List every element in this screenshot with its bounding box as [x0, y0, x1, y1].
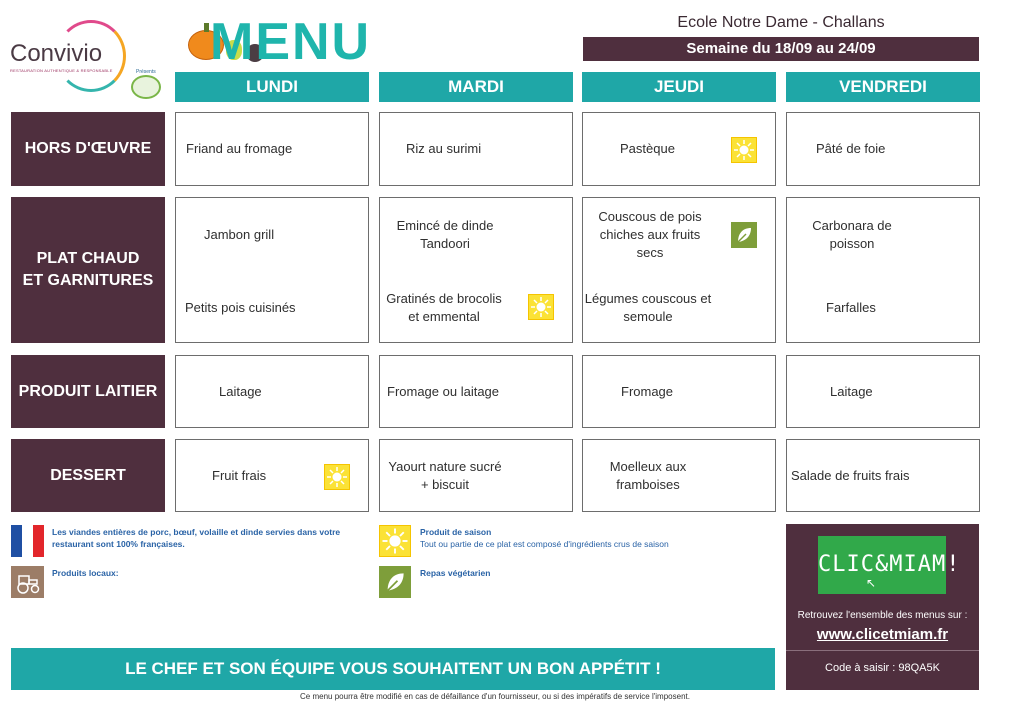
side-text: Petits pois cuisinés	[185, 300, 296, 315]
cell-jeudi-dessert	[582, 439, 776, 512]
clic-url-link[interactable]: www.clicetmiam.fr	[816, 626, 949, 643]
day-header-vendredi: VENDREDI	[786, 72, 980, 102]
sun-icon	[528, 294, 554, 320]
row-header-dessert: DESSERT	[11, 439, 165, 512]
sun-icon	[731, 137, 757, 163]
cell-jeudi-laitier	[582, 355, 776, 428]
sun-icon	[324, 464, 350, 490]
dish-text: Moelleux aux framboises	[609, 459, 687, 492]
cell-lundi-laitier	[175, 355, 369, 428]
footnote: Ce menu pourra être modifié en cas de défaillance d'un fournisseur, ou si des impératifs de service l'imposent.	[300, 692, 690, 701]
legend-repas-vegetarien: Repas végétarien	[420, 568, 491, 578]
dish-text: Salade de fruits frais	[791, 468, 910, 483]
cell-vendredi-laitier	[786, 355, 980, 428]
cell-mardi-laitier	[379, 355, 573, 428]
dish-text: Laitage	[830, 384, 873, 399]
cell-lundi-hors	[175, 112, 369, 186]
leaf-icon	[731, 222, 757, 248]
cell-vendredi-plat	[786, 197, 980, 343]
row-header-plat-chaud: PLAT CHAUD ET GARNITURES	[11, 197, 165, 343]
dish-text: Jambon grill	[204, 227, 275, 242]
tractor-icon	[11, 566, 44, 598]
cell-mardi-dessert	[379, 439, 573, 512]
dish-text: Pastèque	[620, 141, 675, 156]
menu-title: MENU	[210, 13, 372, 71]
row-header-hors-doeuvre: HORS D'ŒUVRE	[11, 112, 165, 186]
french-flag-icon	[11, 525, 44, 557]
week-banner: Semaine du 18/09 au 24/09	[583, 37, 979, 61]
leaf-icon	[379, 566, 411, 598]
sun-icon	[379, 525, 411, 557]
cell-vendredi-hors	[786, 112, 980, 186]
dish-text: Fromage ou laitage	[387, 384, 500, 399]
clic-et-miam-logo: CLIC&MIAM!	[818, 536, 946, 594]
side-text: Gratinés de brocolis et emmental	[386, 291, 502, 324]
cell-lundi-plat	[175, 197, 369, 343]
dish-text: Carbonara de poisson	[812, 218, 892, 251]
dish-text: Laitage	[219, 384, 262, 399]
panel-divider	[786, 650, 979, 651]
cursor-icon: ↖	[866, 576, 877, 590]
legend-produit-saison: Produit de saison	[420, 527, 492, 537]
dish-text: Couscous de pois chiches aux fruits secs	[598, 209, 702, 260]
day-header-mardi: MARDI	[379, 72, 573, 102]
cell-mardi-hors	[379, 112, 573, 186]
dish-text: Emincé de dinde Tandoori	[396, 218, 494, 251]
cell-mardi-plat	[379, 197, 573, 343]
dish-text: Pâté de foie	[816, 141, 886, 156]
cell-lundi-dessert	[175, 439, 369, 512]
clic-code: Code à saisir : 98QA5K	[825, 662, 940, 674]
logo-tagline: RESTAURATION AUTHENTIQUE & RESPONSABLE	[10, 68, 113, 73]
clic-retrouvez: Retrouvez l'ensemble des menus sur :	[797, 610, 968, 621]
cell-vendredi-dessert	[786, 439, 980, 512]
bon-appetit-banner: LE CHEF ET SON ÉQUIPE VOUS SOUHAITENT UN BON APPÉTIT !	[11, 648, 775, 690]
presents-badge-icon	[131, 69, 161, 99]
row-header-produit-laitier: PRODUIT LAITIER	[11, 355, 165, 428]
day-header-jeudi: JEUDI	[582, 72, 776, 102]
side-text: Farfalles	[826, 300, 876, 315]
badge-label: Présents	[136, 69, 156, 75]
convivio-logo: Convivio	[10, 40, 103, 67]
cell-jeudi-hors	[582, 112, 776, 186]
cell-jeudi-plat	[582, 197, 776, 343]
day-header-lundi: LUNDI	[175, 72, 369, 102]
legend-viandes: Les viandes entières de porc, bœuf, volaille et dinde servies dans votre restaurant sont 100% françaises.	[52, 527, 341, 549]
legend-produits-locaux: Produits locaux:	[52, 568, 119, 578]
dish-text: Friand au fromage	[186, 141, 293, 156]
legend-saison-desc: Tout ou partie de ce plat est composé d'ingrédients crus de saison	[420, 539, 669, 549]
dish-text: Yaourt nature sucré + biscuit	[388, 459, 502, 492]
dish-text: Fruit frais	[212, 468, 267, 483]
side-text: Légumes couscous et semoule	[584, 291, 712, 324]
dish-text: Riz au surimi	[406, 141, 482, 156]
dish-text: Fromage	[621, 384, 674, 399]
school-name: Ecole Notre Dame - Challans	[677, 14, 885, 31]
